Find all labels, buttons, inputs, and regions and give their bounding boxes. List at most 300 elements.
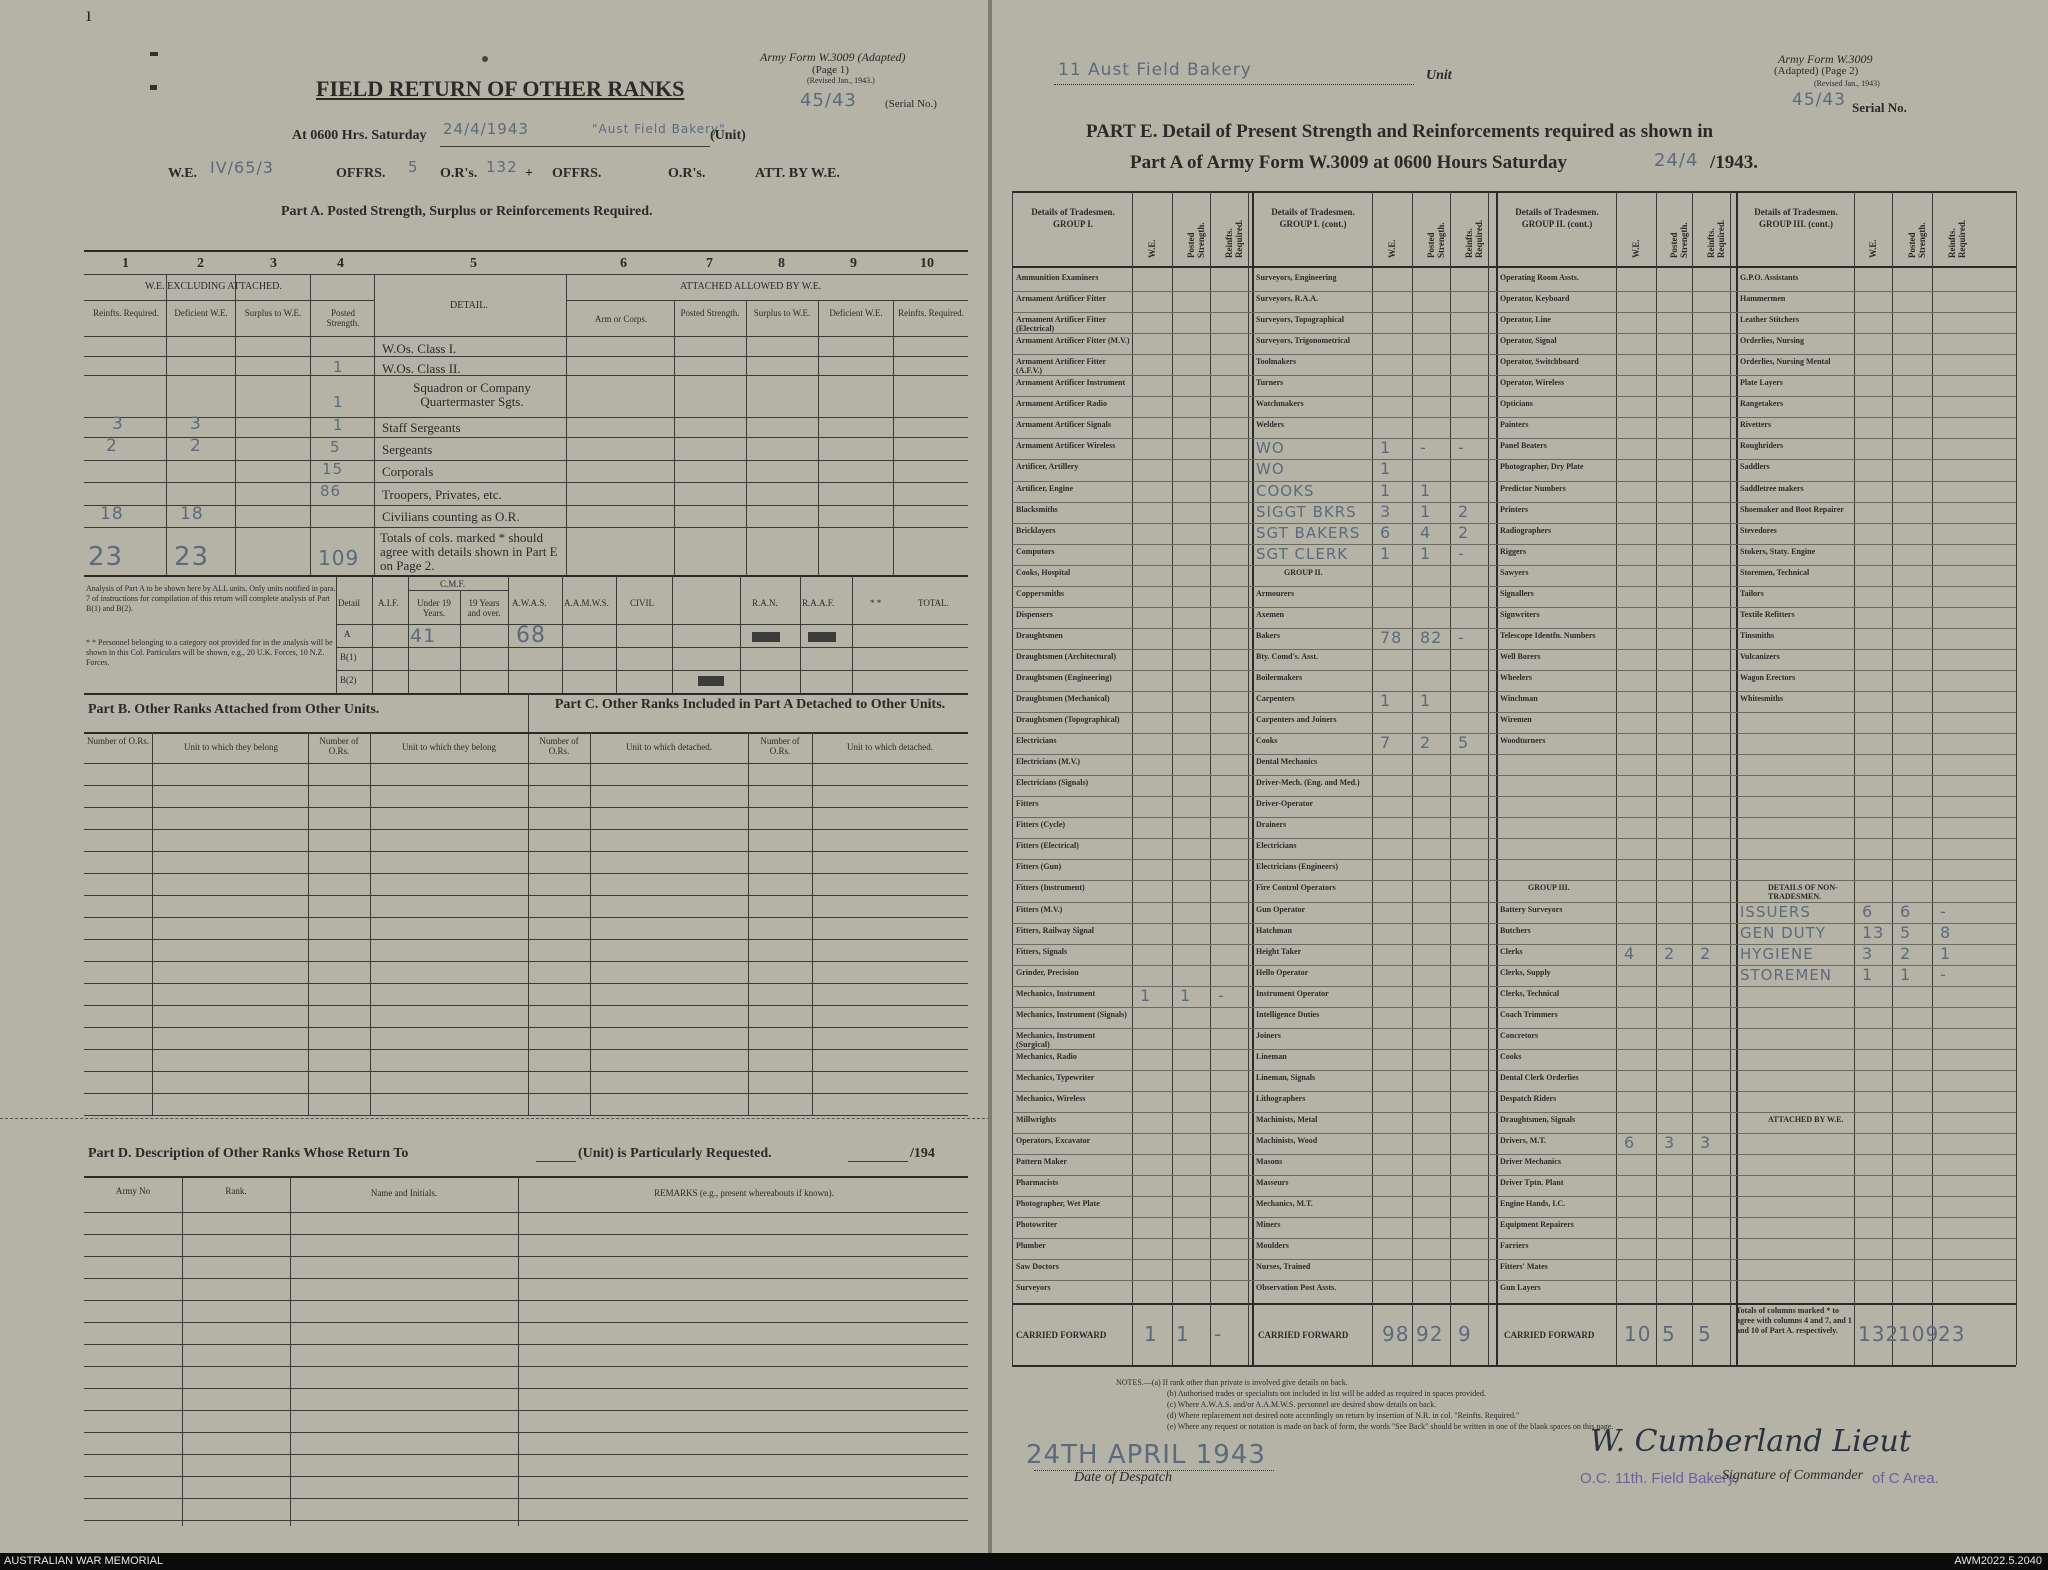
cf2-we: 98	[1382, 1322, 1410, 1346]
serial-number: 45/43	[1792, 90, 1846, 110]
trade-label: Nurses, Trained	[1256, 1262, 1311, 1271]
column-rule	[1932, 191, 1933, 1365]
reinfts-value: 8	[1940, 923, 1952, 942]
trade-label: Mechanics, Typewriter	[1016, 1073, 1095, 1082]
serial-label: Serial No.	[1852, 100, 1907, 115]
cf2-posted: 92	[1416, 1322, 1444, 1346]
group-header: Details of Tradesmen. GROUP III. (cont.)	[1754, 207, 1838, 229]
trade-label: Signallers	[1500, 589, 1534, 598]
serial-label: (Serial No.)	[885, 98, 937, 110]
analysis-row: B(1)	[340, 652, 357, 662]
trade-label: Saw Doctors	[1016, 1262, 1059, 1271]
pin-mark	[150, 52, 158, 56]
posted-strength: 1	[333, 393, 344, 411]
column-rule	[1656, 191, 1657, 1365]
trade-label: Operating Room Assts.	[1500, 273, 1579, 282]
trade-label: Draughtsmen	[1016, 631, 1063, 640]
ruled-row	[84, 1366, 968, 1367]
cf3-reinfts: 5	[1698, 1322, 1712, 1346]
trade-label: Instrument Operator	[1256, 989, 1329, 998]
trade-label: Mechanics, Radio	[1016, 1052, 1077, 1061]
group-header: Details of Tradesmen. GROUP II. (cont.)	[1515, 207, 1599, 229]
ruled-row	[84, 1005, 968, 1006]
ors-value: 132	[486, 158, 518, 176]
signature-label: Signature of Commander	[1722, 1468, 1864, 1483]
aif-value: 41	[410, 625, 437, 647]
part-d-header: Name and Initials.	[370, 1188, 438, 1198]
page-title: FIELD RETURN OF OTHER RANKS	[316, 76, 685, 101]
trade-label: Butchers	[1500, 926, 1531, 935]
row-rule	[1012, 438, 2016, 439]
part-d-tail: (Unit) is Particularly Requested.	[578, 1146, 772, 1161]
trade-label: Whitesmiths	[1740, 694, 1784, 703]
trade-label: Signwriters	[1500, 610, 1540, 619]
posted-strength-value: 1	[1420, 691, 1432, 710]
subcol-header: Posted Strength.	[1426, 222, 1446, 258]
trade-label: Grinder, Precision	[1016, 968, 1079, 977]
trade-label: Pattern Maker	[1016, 1157, 1067, 1166]
trade-label: Draughtsmen (Engineering)	[1016, 673, 1112, 682]
trade-label: Drivers, M.T.	[1500, 1136, 1547, 1145]
subcol-header: W.E.	[1868, 239, 1878, 258]
despatch-date: 24TH APRIL 1943	[1026, 1440, 1266, 1470]
ruled-row	[84, 1344, 968, 1345]
subcol-header: Reinfts. Required.	[1464, 219, 1484, 258]
row-rule	[1012, 565, 2016, 566]
col-header: Surplus to W.E.	[753, 308, 811, 318]
trade-label: Radiographers	[1500, 526, 1552, 535]
trade-label: Computors	[1016, 547, 1055, 556]
ruled-row	[84, 851, 968, 852]
revised-date: (Revised Jan., 1943.)	[807, 76, 875, 85]
trade-label: Photowriter	[1016, 1220, 1058, 1229]
ruled-row	[84, 983, 968, 984]
reinfts-value: 2	[1458, 502, 1470, 521]
ruled-row	[84, 1432, 968, 1433]
trade-label: Fitters (Electrical)	[1016, 841, 1079, 850]
trade-label: Driver-Operator	[1256, 799, 1314, 808]
posted-strength-value: 6	[1900, 902, 1912, 921]
trade-label: Bakers	[1256, 631, 1280, 640]
note-d: (d) Where replacement not desired note accordingly on return by insertion of N.R. in col. "Reinfts. Required."	[1167, 1411, 1520, 1420]
row-rule	[1012, 817, 2016, 818]
row-rule	[1012, 1028, 2016, 1029]
subcol-header: Posted Strength.	[1186, 222, 1206, 258]
subcol-header: Reinfts. Required.	[1947, 219, 1967, 258]
trade-label: Woodturners	[1500, 736, 1546, 745]
trade-label: Rivetters	[1740, 420, 1772, 429]
trade-label: Electricians (Engineers)	[1256, 862, 1338, 871]
reinfts-value: 1	[1940, 944, 1952, 963]
col-number: 6	[620, 256, 627, 271]
trade-label: Engine Hands, I.C.	[1500, 1199, 1566, 1208]
part-b-header: Unit to which they belong	[184, 742, 278, 752]
group-label: GROUP II.	[1284, 568, 1323, 577]
handwritten-trade: WO	[1256, 439, 1285, 457]
totals-reinfts: 23	[88, 542, 124, 572]
trade-label: Artificer, Artillery	[1016, 462, 1079, 471]
trade-label: Armament Artificer Wireless	[1016, 441, 1116, 450]
trade-label: Surveyors	[1016, 1283, 1051, 1292]
part-b-header: Number of O.Rs.	[319, 736, 359, 756]
column-rule	[1248, 191, 1249, 1365]
trade-label: Hammermen	[1740, 294, 1786, 303]
analysis-header: A.I.F.	[378, 598, 399, 608]
we-value: 1	[1380, 459, 1392, 478]
trade-label: Clerks, Technical	[1500, 989, 1560, 998]
trade-label: Equipment Repairers	[1500, 1220, 1574, 1229]
trade-label: Telescope Identfn. Numbers	[1500, 631, 1596, 640]
trade-label: Sawyers	[1500, 568, 1529, 577]
staple-mark: ı	[86, 4, 92, 26]
posted-strength-value: 3	[1664, 1133, 1676, 1152]
trade-label: Observation Post Assts.	[1256, 1283, 1337, 1292]
trade-label: Concretors	[1500, 1031, 1539, 1040]
col-header: Posted Strength.	[680, 308, 740, 318]
form-page-2	[992, 0, 2048, 1553]
trade-label: Hello Operator	[1256, 968, 1309, 977]
analysis-note: Analysis of Part A to be shown here by ALL units. Only units notified in para. 7 of instructions for compilation of this return will complete analysis of Part B(1) and B(2).	[86, 584, 336, 613]
we-value: 1	[1862, 965, 1874, 984]
column-rule	[1412, 191, 1413, 1365]
row-rule	[1012, 1049, 2016, 1050]
we-value: 1	[1380, 481, 1392, 500]
part-d-header: Rank.	[225, 1186, 247, 1196]
at-unit: "Aust Field Bakery"	[592, 122, 726, 136]
posted-strength-value: 1	[1180, 986, 1192, 1005]
form-page-1	[0, 0, 990, 1553]
part-d-header: Army No	[115, 1186, 151, 1196]
row-rule	[1012, 1175, 2016, 1176]
row-detail: W.Os. Class II.	[382, 361, 461, 376]
punch-hole	[482, 56, 488, 62]
handwritten-trade: GEN DUTY	[1740, 924, 1826, 942]
trade-label: Clerks	[1500, 947, 1523, 956]
trade-label: Rangetakers	[1740, 399, 1784, 408]
trade-label: Coach Trimmers	[1500, 1010, 1558, 1019]
trade-label: Fitters (M.V.)	[1016, 905, 1063, 914]
col-header: Reinfts. Required.	[93, 308, 159, 318]
trade-label: Operator, Wireless	[1500, 378, 1565, 387]
attached-allowed: ATTACHED ALLOWED BY W.E.	[680, 281, 822, 292]
trade-label: Orderlies, Nursing	[1740, 336, 1804, 345]
trade-label: Draughtsmen (Architectural)	[1016, 652, 1117, 661]
posted-strength: 1	[333, 358, 344, 376]
we-value: 6	[1862, 902, 1874, 921]
trade-label: Fitters, Railway Signal	[1016, 926, 1094, 935]
analysis-header: 19 Years and over.	[467, 598, 501, 618]
analysis-header: CIVIL	[630, 598, 654, 608]
trade-label: Dental Clerk Orderlies	[1500, 1073, 1579, 1082]
col-number: 10	[920, 256, 934, 271]
trade-label: Machinists, Metal	[1256, 1115, 1318, 1124]
carried-forward-label: CARRIED FORWARD	[1504, 1330, 1595, 1340]
total-posted: 109	[1898, 1322, 1940, 1346]
title-year: /1943.	[1710, 152, 1759, 173]
group-label: GROUP III.	[1528, 883, 1570, 892]
row-rule	[1012, 607, 2016, 608]
column-rule	[1692, 191, 1693, 1365]
group-label: DETAILS OF NON-TRADESMEN.	[1768, 883, 1838, 901]
row-rule	[1012, 1196, 2016, 1197]
row-rule	[1012, 523, 2016, 524]
we-value: 3	[1862, 944, 1874, 963]
analysis-header: A.A.M.W.S.	[564, 598, 609, 608]
analysis-row: A	[344, 629, 351, 639]
ruled-row	[84, 1256, 968, 1257]
row-rule	[1012, 1091, 2016, 1092]
total-we: 132	[1858, 1322, 1900, 1346]
trade-label: Wiremen	[1500, 715, 1532, 724]
pin-mark	[150, 85, 157, 90]
col-number: 9	[850, 256, 857, 271]
col-header: Deficient W.E.	[829, 308, 883, 318]
ruled-row	[84, 1498, 968, 1499]
total-reinfts: 23	[1938, 1322, 1966, 1346]
row-rule	[1012, 396, 2016, 397]
table-border	[2016, 191, 2017, 1365]
trade-label: Turners	[1256, 378, 1284, 387]
row-detail: Squadron or Company Quartermaster Sgts.	[413, 380, 531, 409]
trade-label: Draughtsmen, Signals	[1500, 1115, 1576, 1124]
trade-label: G.P.O. Assistants	[1740, 273, 1799, 282]
reinfts-value: 2	[1700, 944, 1712, 963]
official-stamp-tail: of C Area.	[1872, 1470, 1939, 1487]
totals-deficient: 23	[174, 542, 210, 572]
trade-label: Pharmacists	[1016, 1178, 1059, 1187]
col-number: 1	[122, 256, 129, 271]
carried-forward-label: CARRIED FORWARD	[1258, 1330, 1349, 1340]
row-rule	[1012, 1217, 2016, 1218]
redaction-block	[752, 632, 780, 642]
trade-label: Gun Operator	[1256, 905, 1306, 914]
reinfts-value: -	[1218, 986, 1225, 1005]
trade-label: Clerks, Supply	[1500, 968, 1551, 977]
analysis-row: B(2)	[340, 675, 357, 685]
ruled-row	[84, 961, 968, 962]
handwritten-trade: HYGIENE	[1740, 945, 1814, 963]
part-b-title: Part B. Other Ranks Attached from Other Units.	[88, 702, 380, 717]
trade-label: Farriers	[1500, 1241, 1529, 1250]
trade-label: Lithographers	[1256, 1094, 1306, 1103]
trade-label: Saddlers	[1740, 462, 1770, 471]
ruled-row	[84, 873, 968, 874]
trade-label: Stokers, Staty. Engine	[1740, 547, 1816, 556]
row-rule	[1012, 1070, 2016, 1071]
trade-label: Roughriders	[1740, 441, 1784, 450]
deficient-we: 2	[190, 436, 202, 456]
trade-label: Bricklayers	[1016, 526, 1056, 535]
ruled-row	[84, 1071, 968, 1072]
trade-label: Ammunition Examiners	[1016, 273, 1099, 282]
trade-label: Wheelers	[1500, 673, 1532, 682]
posted-strength-value: 2	[1664, 944, 1676, 963]
trade-label: Bty. Comd's. Asst.	[1256, 652, 1319, 661]
row-rule	[1012, 733, 2016, 734]
ors2-label: O.R's.	[668, 166, 706, 181]
tear-line	[0, 1118, 990, 1119]
carried-forward-label: CARRIED FORWARD	[1016, 1330, 1107, 1340]
note-e: (e) Where any request or notation is made on back of form, the words "See Back" should be written in one of the blank spaces on this page.	[1167, 1422, 1614, 1431]
trade-label: Armament Artificer Fitter (Electrical)	[1016, 315, 1106, 333]
trade-label: Mechanics, Instrument (Signals)	[1016, 1010, 1127, 1019]
ruled-row	[84, 1234, 968, 1235]
we-label: W.E.	[168, 166, 198, 181]
analysis-header: Under 19 Years.	[417, 598, 451, 618]
subcol-header: Reinfts. Required.	[1706, 219, 1726, 258]
ruled-row	[84, 1476, 968, 1477]
row-rule	[1012, 628, 2016, 629]
ruled-row	[84, 939, 968, 940]
row-rule	[1012, 691, 2016, 692]
column-rule	[1210, 191, 1211, 1365]
row-detail: Sergeants	[382, 442, 433, 457]
row-detail: Corporals	[382, 464, 434, 479]
trade-label: Electricians	[1256, 841, 1297, 850]
row-rule	[1012, 586, 2016, 587]
trade-label: Operator, Signal	[1500, 336, 1557, 345]
ors-label: O.R's.	[440, 166, 478, 181]
group-divider	[1736, 191, 1738, 1365]
we-value: 1	[1380, 438, 1392, 457]
trade-label: Masseurs	[1256, 1178, 1289, 1187]
row-rule	[1012, 712, 2016, 713]
part-c-header: Unit to which detached.	[847, 742, 933, 752]
row-rule	[1012, 1112, 2016, 1113]
handwritten-trade: SGT BAKERS	[1256, 524, 1361, 542]
we-value: 6	[1380, 523, 1392, 542]
trade-label: Tailors	[1740, 589, 1764, 598]
trade-label: Fire Control Operators	[1256, 883, 1336, 892]
row-rule	[1012, 1133, 2016, 1134]
group-divider	[1252, 191, 1254, 1365]
trade-label: Gun Layers	[1500, 1283, 1541, 1292]
trade-label: Artificer, Engine	[1016, 484, 1074, 493]
part-b-header: Number of O.Rs.	[87, 736, 149, 746]
ruled-row	[84, 1049, 968, 1050]
title-date: 24/4	[1654, 150, 1699, 171]
part-c-header: Unit to which detached.	[626, 742, 712, 752]
cmf-value: 68	[516, 623, 546, 648]
offrs-value: 5	[408, 158, 419, 176]
posted-strength: 15	[322, 460, 344, 478]
we-value: 7	[1380, 733, 1392, 752]
subcol-header: Reinfts. Required.	[1224, 219, 1244, 258]
unit-label: (Unit)	[710, 128, 746, 143]
trade-label: Tinsmiths	[1740, 631, 1775, 640]
trade-label: Mechanics, Wireless	[1016, 1094, 1086, 1103]
trade-label: Fitters (Instrument)	[1016, 883, 1085, 892]
we-value: 1	[1140, 986, 1152, 1005]
part-d-title: Part D. Description of Other Ranks Whose Return To	[88, 1146, 409, 1161]
part-d-header: REMARKS (e.g., present whereabouts if known).	[654, 1188, 834, 1198]
trade-label: Printers	[1500, 505, 1528, 514]
posted-strength-value: 82	[1420, 628, 1443, 647]
trade-label: Wagon Erectors	[1740, 673, 1796, 682]
row-detail: Troopers, Privates, etc.	[382, 487, 502, 502]
row-rule	[1012, 312, 2016, 313]
serial-number: 45/43	[800, 90, 857, 111]
cf1-we: 1	[1144, 1322, 1158, 1346]
handwritten-trade: SIGGT BKRS	[1256, 503, 1357, 521]
trade-label: Operator, Switchboard	[1500, 357, 1579, 366]
cf1-posted: 1	[1176, 1322, 1190, 1346]
trade-label: Welders	[1256, 420, 1284, 429]
despatch-label: Date of Despatch	[1074, 1470, 1172, 1485]
analysis-header: R.A.N.	[752, 598, 778, 608]
totals-posted: 109	[318, 546, 360, 570]
cf3-we: 10	[1624, 1322, 1652, 1346]
note-c: (c) Where A.W.A.S. and/or A.A.M.W.S. personnel are desired show details on back.	[1167, 1400, 1437, 1409]
col-number: 8	[778, 256, 785, 271]
row-rule	[1012, 754, 2016, 755]
row-rule	[1012, 775, 2016, 776]
posted-strength-value: 1	[1900, 965, 1912, 984]
we-value: 78	[1380, 628, 1403, 647]
page-label: (Page 1)	[812, 64, 849, 76]
reinfts-required: 2	[106, 436, 118, 456]
handwritten-trade: STOREMEN	[1740, 966, 1833, 984]
posted-strength: 5	[330, 438, 341, 456]
part-a-title: Part A. Posted Strength, Surplus or Reinforcements Required.	[281, 204, 653, 219]
trade-label: Predictor Numbers	[1500, 484, 1566, 493]
redaction-block	[698, 676, 724, 686]
subcol-header: W.E.	[1631, 239, 1641, 258]
reinfts-required: 18	[100, 504, 124, 524]
trade-label: Armourers	[1256, 589, 1295, 598]
trade-label: Panel Beaters	[1500, 441, 1547, 450]
reinfts-value: -	[1458, 438, 1465, 457]
table-border	[1012, 191, 1013, 1365]
row-rule	[1012, 375, 2016, 376]
trade-label: Armament Artificer Fitter (M.V.)	[1016, 336, 1130, 345]
row-rule	[1012, 1007, 2016, 1008]
trade-label: Draughtsmen (Topographical)	[1016, 715, 1120, 724]
row-detail: Civilians counting as O.R.	[382, 509, 520, 524]
totals-detail: Totals of cols. marked * should agree with details shown in Part E on Page 2.	[380, 530, 558, 573]
trade-label: Shoemaker and Boot Repairer	[1740, 505, 1844, 514]
page-label: (Adapted) (Page 2)	[1774, 65, 1859, 77]
trade-label: Winchman	[1500, 694, 1538, 703]
posted-strength-value: 1	[1420, 481, 1432, 500]
trade-label: Coppersmiths	[1016, 589, 1065, 598]
handwritten-trade: SGT CLERK	[1256, 545, 1349, 563]
official-stamp: O.C. 11th. Field Bakery,	[1580, 1470, 1738, 1487]
trade-label: Well Borers	[1500, 652, 1541, 661]
group-header: Details of Tradesmen. GROUP I. (cont.)	[1271, 207, 1355, 229]
group-label: ATTACHED BY W.E.	[1768, 1115, 1844, 1124]
trade-label: Drainers	[1256, 820, 1287, 829]
trade-label: Fitters	[1016, 799, 1039, 808]
ruled-row	[84, 1212, 968, 1213]
column-rule	[1372, 191, 1373, 1365]
unit-label: Unit	[1426, 68, 1452, 83]
col-number: 4	[337, 256, 344, 271]
row-rule	[1012, 544, 2016, 545]
personnel-note: * * Personnel belonging to a category not provided for in the analysis will be shown in this Col. Particulars will be shown, e.g., 20 U.K. Forces, 10 N.Z. Forces.	[86, 638, 333, 667]
trade-label: Operator, Keyboard	[1500, 294, 1570, 303]
row-rule	[1012, 502, 2016, 503]
ruled-row	[84, 1410, 968, 1411]
trade-label: Fitters (Gun)	[1016, 862, 1062, 871]
column-rule	[1450, 191, 1451, 1365]
row-rule	[1012, 1259, 2016, 1260]
trade-label: Painters	[1500, 420, 1529, 429]
archive-name: AUSTRALIAN WAR MEMORIAL	[4, 1555, 164, 1567]
trade-label: Photographer, Wet Plate	[1016, 1199, 1100, 1208]
trade-label: Cooks	[1500, 1052, 1522, 1061]
trade-label: Carpenters	[1256, 694, 1295, 703]
